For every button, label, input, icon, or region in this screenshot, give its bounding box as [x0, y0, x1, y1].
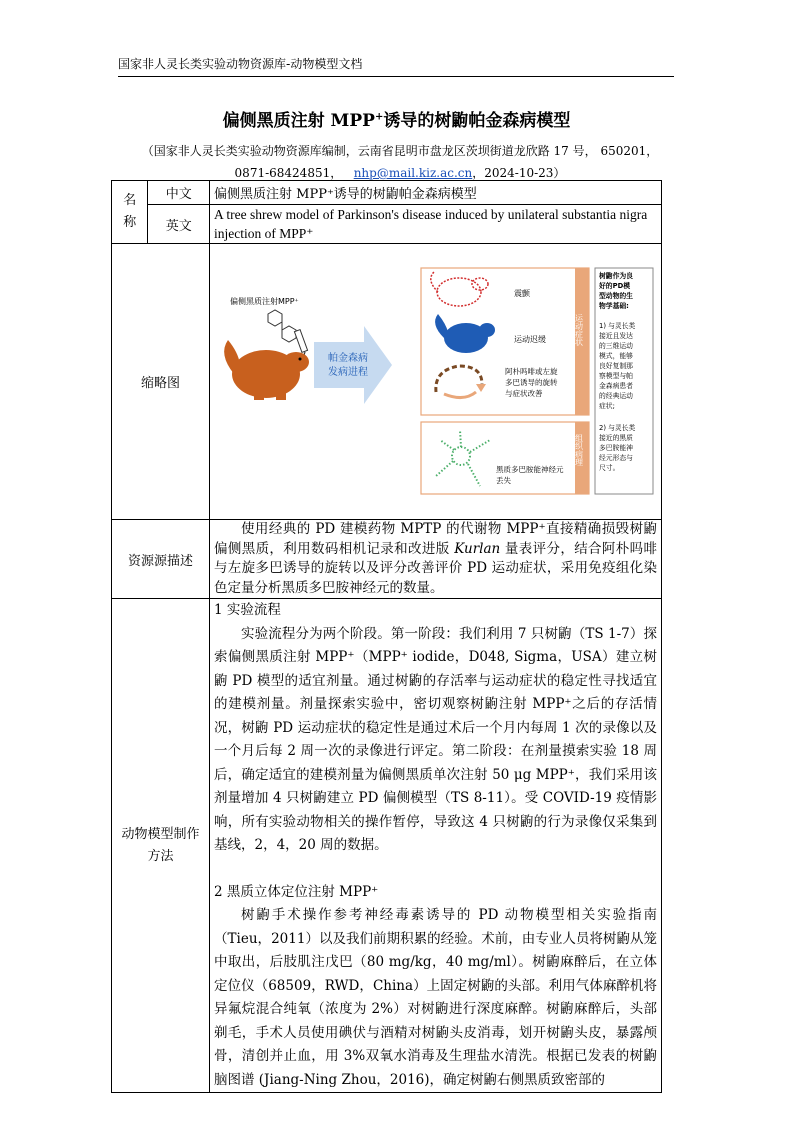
- mpp-molecule-icon: [268, 310, 296, 342]
- svg-text:经元形态与: 经元形态与: [599, 454, 633, 462]
- figure-svg: [214, 244, 657, 515]
- affiliation: [130, 140, 670, 184]
- section-1-body: 实验流程分为两个阶段。第一阶段：我们利用 7 只树鼩（TS 1-7）探索偏侧黑质注射 MPP⁺（MPP⁺ iodide，D048, Sigma，USA）建立树鼩 PD 模型的适宜剂量。通过树鼩的存活率与运动症状的稳定性寻找适宜的建模剂量。剂量探索实验中，密切观察树鼩注射 MPP⁺之后的存活情况，树鼩 PD 运动症状的稳定性是通过术后一个月内每周 1 次的录像以及一个月后每 2 周一次的录像进行评定。第二阶段：在剂量摸索实验 18 周后，确定适宜的建模剂量为偏侧黑质单次注射 50 μg MPP⁺，我们采用该剂量增加 4 只树鼩建立 PD 偏侧模型（TS 8-11）。受 COVID-19 疫情影响，所有实验动物相关的操作暂停，导致这 4 只树鼩的行为录像仅采集到基线，2，4，20 周的数据。: [214, 625, 657, 853]
- svg-text:察模型与帕: 察模型与帕: [599, 372, 633, 380]
- svg-text:症状;: 症状;: [599, 402, 615, 410]
- svg-text:尺寸。: 尺寸。: [599, 464, 620, 472]
- neuron-label-1: 黑质多巴胺能神经元: [496, 465, 564, 474]
- page-header: 国家非人灵长类实验动物资源库-动物模型文档: [118, 55, 674, 77]
- tree-shrew-orange-icon: [224, 340, 309, 400]
- name-label-cell: 名称: [112, 181, 148, 244]
- svg-text:好的PD模: 好的PD模: [599, 282, 631, 290]
- inject-label: 偏侧黑质注射MPP⁺: [230, 297, 299, 306]
- bradykinesia-label: 运动迟缓: [514, 335, 546, 344]
- progression-arrow-icon: [314, 326, 392, 404]
- cn-label: 中文: [148, 181, 210, 205]
- arrow-label-2: 发病进程: [328, 367, 368, 378]
- affiliation-line2: 0871-68424851， nhp@mail.kiz.ac.cn，2024-10-23）: [234, 166, 566, 180]
- arrow-label-1: 帕金森病: [328, 353, 368, 364]
- cn-value: 偏侧黑质注射 MPP⁺诱导的树鼩帕金森病模型: [210, 181, 662, 205]
- svg-text:2) 与灵长类: 2) 与灵长类: [599, 424, 636, 432]
- rationale-point-1: [599, 321, 636, 410]
- method-value: [210, 599, 662, 1093]
- section-2-heading: 2 黑质立体定位注射 MPP⁺: [214, 883, 379, 900]
- svg-text:型动物的生: 型动物的生: [599, 292, 633, 300]
- rotation-label-1: 阿朴吗啡或左旋: [505, 367, 558, 376]
- rotation-label-3: 与症状改善: [505, 389, 543, 398]
- desc-label: 资源源描述: [112, 520, 210, 599]
- svg-text:金森病患者: 金森病患者: [599, 382, 633, 390]
- page-title: 偏侧黑质注射 MPP+诱导的树鼩帕金森病模型: [222, 111, 571, 131]
- thumb-label: 缩略图: [112, 244, 210, 520]
- section-1-heading: 1 实验流程: [214, 602, 281, 618]
- svg-text:物学基础:: 物学基础:: [599, 302, 629, 310]
- svg-text:接近且发达: 接近且发达: [599, 332, 633, 340]
- desc-value: 使用经典的 PD 建模药物 MPTP 的代谢物 MPP⁺直接精确损毁树鼩偏侧黑质，利用数码相机记录和改进版 Kurlan 量表评分，结合阿朴吗啡与左旋多巴诱导的旋转以及评分改善评价 PD 运动症状，采用免疫组化染色定量分析黑质多巴胺神经元的数量。: [210, 520, 662, 599]
- svg-text:多巴胺能神: 多巴胺能神: [599, 444, 633, 452]
- model-table: [111, 180, 662, 1093]
- rotation-label-2: 多巴诱导的旋转: [505, 378, 558, 387]
- neuron-side-label: 组织病理: [574, 434, 584, 466]
- method-label: 动物模型制作方法: [112, 599, 210, 1093]
- svg-text:接近的黑质: 接近的黑质: [599, 434, 633, 442]
- tremor-label: 震颤: [514, 289, 530, 298]
- section-2-body: 树鼩手术操作参考神经毒素诱导的 PD 动物模型相关实验指南（Tieu，2011）以及我们前期积累的经验。术前，由专业人员将树鼩从笼中取出，后肢肌注戊巴（80 mg/kg，40 mg/ml）。树鼩麻醉后，在立体定位仪（68509，RWD，China）上固定树鼩的头部。利用气体麻醉机将异氟烷混合纯氧（浓度为 2%）对树鼩进行深度麻醉。树鼩麻醉后，头部剃毛，手术人员使用碘伏与酒精对树鼩头皮消毒，划开树鼩头皮，暴露颅骨，清创并止血，用 3%双氧水消毒及生理盐水清洗。根据已发表的树鼩脑图谱 (Jiang-Ning Zhou，2016)，确定树鼩右侧黑质致密部的: [214, 907, 657, 1088]
- svg-text:的经典运动: 的经典运动: [599, 392, 633, 400]
- svg-text:1) 与灵长类: 1) 与灵长类: [599, 322, 636, 330]
- thumbnail-figure: [210, 244, 662, 520]
- en-label: 英文: [148, 205, 210, 244]
- svg-text:树鼩作为良: 树鼩作为良: [599, 272, 633, 280]
- svg-text:的三维运动: 的三维运动: [599, 342, 633, 350]
- behavior-side-label: 运动症状: [574, 314, 584, 346]
- affiliation-line1: （国家非人灵长类实验动物资源库编制，云南省昆明市盘龙区茨坝街道龙欣路 17 号， 650201，: [141, 144, 659, 158]
- svg-text:模式，能够: 模式，能够: [599, 352, 633, 360]
- email-link[interactable]: nhp@mail.kiz.ac.cn: [353, 166, 473, 180]
- svg-text:良好复制那: 良好复制那: [599, 362, 633, 370]
- neuron-label-2: 丢失: [496, 476, 511, 485]
- en-value: A tree shrew model of Parkinson's disease induced by unilateral substantia nigra injection of MPP⁺: [210, 205, 662, 244]
